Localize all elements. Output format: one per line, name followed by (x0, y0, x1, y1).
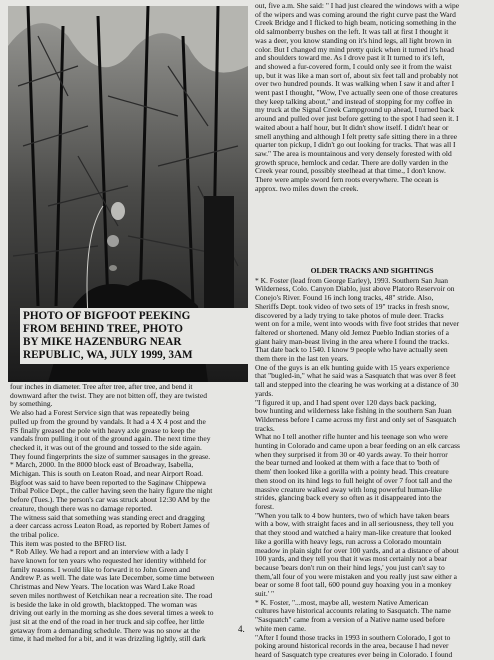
page-number: 4. (238, 624, 245, 634)
right-column-top-body: out, five a.m. She said: " I had just cleared the windows with a wipe of the wipers and was coming around the right curve past the Ward Creek Bridge and I flicked to high beam, noticing something in the old salmonberry bushes on the left. It was tall at first I thought it was a deer, you know standing on it's hind legs, all light brown in color. But I changed my mind pretty quick when it turned it's head and shoulders toward me. As I drove past it It turned to it's left, and showed a fur-covered form, I could only see it from the waist up, but it was like a man sort of, about six feet tall and probably not over two hundred pounds. It was walking when I saw it and after I went past I thought, "Wow, I've actually seen one of those creatures they keep talking about," and instead of stopping for my coffee in my truck at the Signal Creek Campground up ahead, I turned back around and pulled over just before getting to the spot I had seen it. I waited about a half hour, but It didn't show itself. I didn't hear or smell anything and although I felt pretty safe sitting there in a three quarter ton pickup, I didn't go out looking for tracks. That was all I saw." The area is mountainous and very densely forested with old growth spruce, hemlock and cedar. There are dolly varden in the Creek year round, possibly steelhead at that time., I don't know. There were ample sword fern roots everywhere. The ocean is approx. two miles down the creek. (255, 1, 460, 193)
left-column-body: four inches in diameter. Tree after tree, after tree, and bend it downward after the twist. They are not bitten off, they are twisted by something. We also had a Forest Service sign that was repeatedly being pulled up from the ground by vandals. It had a 4 X 4 post and the FS finally greased the pole with heavy axle grease to keep the vandals from pulling it out of the ground again. The next time they checked it, it was out of the ground and tossed to the side again. They found fingerprints the size of summer sausages in the grease. * March, 2000. In the 8000 block east of Broadway, Isabella, Michigan. This is south on Leaton Road, and near Airport Road. Bigfoot was said to have been reported to the Saginaw Chippewa Tribal Police Dept., the caller having seen the hairy figure the night before (Tues.). The person's car was struck about 12:30 AM by the creature, though there was no damage reported. The witness said that something was standing erect and dragging a deer carcass across Leaton Road, as reported by Robert James of the tribal police. This item was posted to the BFRO list. * Rob Alley. We had a report and an interview with a lady I have known for ten years who requested her identity withheld for family reasons. I would like to forward it to John Green and Andrew P. as well. The date was late December, some time between Christmas and New Years. The location was Ward Lake Road seven miles northwest of Ketchikan near a recreation site. The road is beside the lake in old growth, blacktopped. The woman was driving out early in the morning as she does several times a week to just sit at the end of the road in her truck and sip coffee, her little getaway from a demanding schedule. There was no snow at the time, it had melted for a bit, and it was drizzling lightly, still dark (10, 382, 215, 644)
right-column-lower-body: * K. Foster (lead from George Earley), 1993. Southern San Juan Wilderness, Colo. Canyon Diablo, just above Platoro Reservoir on Conejo's River. Found 16 inch long tracks, 48" stride. Also, Sheriffs Dept. took video of two sets of 19" tracks in fresh snow, discovered by a lady trying to take photos of mule deer. Tracks went on for a mile, went into woods with five foot strides that never faltered or shortened. Many old Jemez Pueblo Indian stories of a giant hairy man-beast living in the area where I found the tracks. That date back to 1540. I know 9 people who have actually seen them there in the last ten years. One of the guys is an elk hunting guide with 15 years experience that "bugled-in," what he said was a Sasquatch that was over 8 feet tall and stepped into the clearing he was working at a distance of 30 yards. "I figured it up, and I had spent over 120 days back packing, bow hunting and wilderness lake fishing in the southern San Juan Wilderness before I came across my first and only set of Sasquatch tracks. What no I tell another rifle hunter and his teenage son who were hunting in Colorado and came upon a bear feeding on an elk carcass when they surprised it from 30 or 40 yards away. To their horror the bear turned and looked at them with a face that to 'both of them' then looked like a gorilla with a pointy head. This creature then stood on its hind legs to full height of over 7 foot tall and the massive creature walked away with long powerful human-like strides, glancing back every so often as it disappeared into the forest. "When you talk to 4 bow hunters, two of which have taken bears with a bow, with straight faces and in all seriousness, they tell you that they stood and watched a hairy man-like creature that looked like a gorilla with heavy legs, run across a Colorado mountain meadow in plain sight for over 100 yards, and at a distance of about 100 yards, and they tell you that it was most certainly not a bear because 'bears don't run on their hind legs,' you just can't say to them,'all four of you were mistaken and you really just saw either a bear or some 8 foot tall, 600 pound guy hoaxing you in a monkey suit.' " * K. Foster, "...most, maybe all, western Native American cultures have historical accounts relating to Sasquatch. The name "Sasquatch" came from a version of a Native name used before white men came. "After I found those tracks in 1993 in southern Colorado, I got to poking around historical records in the area, because I had never heard of Sasquatch type creatures ever being in Colorado. I found (255, 275, 460, 659)
section-heading: OLDER TRACKS AND SIGHTINGS (310, 266, 434, 275)
left-column-text (10, 383, 250, 644)
photo-caption: PHOTO OF BIGFOOT PEEKING FROM BEHIND TREE, PHOTO BY MIKE HAZENBURG NEAR REPUBLIC, WA, JULY 1999, 3AM (20, 308, 248, 364)
bigfoot-photo (8, 6, 248, 382)
right-column-lower (255, 265, 489, 660)
right-column-top (255, 2, 489, 193)
